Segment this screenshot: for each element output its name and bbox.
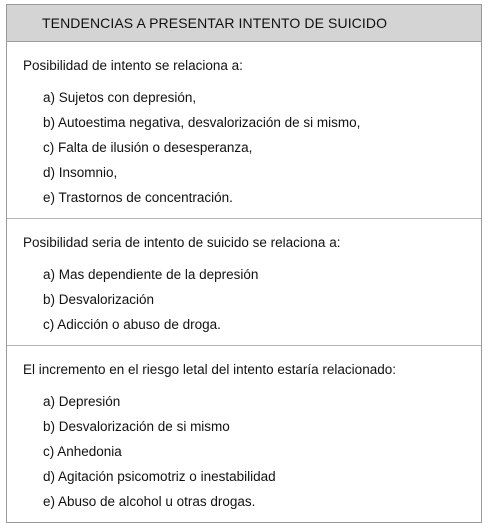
list-item: e) Trastornos de concentración. [43,190,233,205]
item-list [23,389,481,514]
item-list [23,262,481,337]
list-item: b) Desvalorización [43,292,155,307]
section-attempt-possibility [7,42,481,219]
section-lethal-risk [7,346,481,522]
list-item: b) Autoestima negativa, desvalorización de si mismo, [43,115,361,130]
list-item: a) Depresión [43,394,121,409]
list-item: a) Mas dependiente de la depresión [43,267,259,282]
section-serious-possibility [7,219,481,346]
list-item: d) Insomnio, [43,165,118,180]
list-item: c) Adicción o abuso de droga. [43,317,221,332]
suicide-tendencies-table [6,4,482,523]
table-header [7,5,481,42]
table-title: TENDENCIAS A PRESENTAR INTENTO DE SUICIDO [42,15,388,31]
section-intro: Posibilidad de intento se relaciona a: [23,58,243,73]
section-intro: Posibilidad seria de intento de suicido se relaciona a: [23,235,341,250]
list-item: d) Agitación psicomotriz o inestabilidad [43,469,276,484]
list-item: c) Anhedonia [43,444,122,459]
list-item: e) Abuso de alcohol u otras drogas. [43,494,256,509]
list-item: c) Falta de ilusión o desesperanza, [43,140,253,155]
section-intro: El incremento en el riesgo letal del intento estaría relacionado: [23,362,396,377]
list-item: b) Desvalorización de si mismo [43,419,230,434]
item-list [23,85,481,210]
list-item: a) Sujetos con depresión, [43,90,197,105]
